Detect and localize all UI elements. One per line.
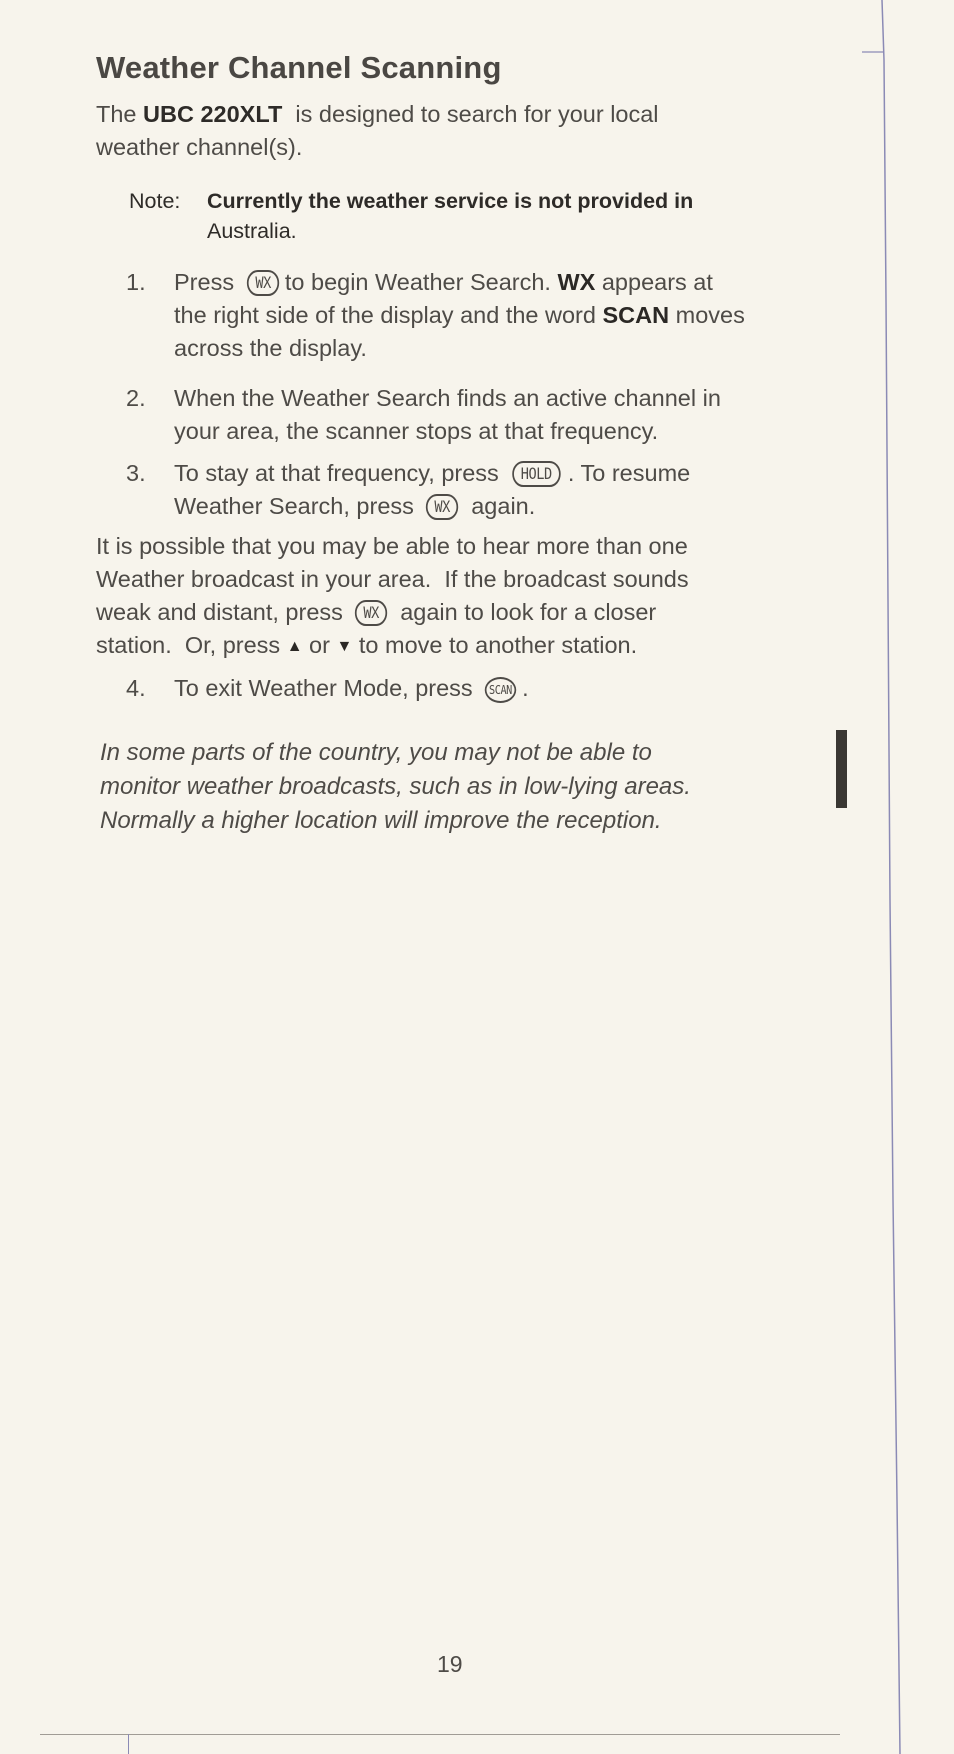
model-name: UBC 220XLT xyxy=(143,101,283,127)
step-number: 4. xyxy=(126,675,146,701)
bottom-crop-mark xyxy=(128,1734,129,1754)
scan-indicator-text: SCAN xyxy=(602,302,670,328)
para-line3a: weak and distant, press xyxy=(96,599,343,625)
step-1-text-b: to begin Weather Search. xyxy=(284,269,551,295)
up-arrow-icon: ▲ xyxy=(286,638,303,655)
step-1-line3: across the display. xyxy=(174,335,367,361)
note-line1: Currently the weather service is not provided in xyxy=(207,189,694,213)
note-block xyxy=(129,186,749,246)
step-1-line2a: the right side of the display and the word xyxy=(174,302,603,328)
section-heading: Weather Channel Scanning xyxy=(96,50,502,85)
scan-key-icon: SCAN xyxy=(485,677,516,703)
step-1-text-a: Press xyxy=(174,269,235,295)
step-2-line2: your area, the scanner stops at that frequency. xyxy=(174,418,659,444)
step-number: 3. xyxy=(126,460,146,486)
step-1-line2b: moves xyxy=(669,302,745,328)
step-number: 2. xyxy=(126,385,146,411)
wx-key-icon: WX xyxy=(426,494,459,520)
para-line1: It is possible that you may be able to hear more than one xyxy=(96,533,688,559)
step-2-line1: When the Weather Search finds an active channel in xyxy=(174,385,721,411)
para-line4a: station. Or, press xyxy=(96,632,287,658)
page-number: 19 xyxy=(437,1651,463,1677)
note-line2: Australia. xyxy=(207,219,297,243)
step-3-text-b: . To resume xyxy=(567,460,691,486)
hold-key-icon: HOLD xyxy=(513,461,561,487)
step-text xyxy=(174,382,794,448)
step-3-text-a: To stay at that frequency, press xyxy=(174,460,499,486)
reception-note-line3: Normally a higher location will improve the reception. xyxy=(100,807,662,834)
wx-key-icon: WX xyxy=(246,270,279,296)
intro-pre: The xyxy=(96,101,144,127)
reception-note-line2: monitor weather broadcasts, such as in low-lying areas. xyxy=(100,773,691,800)
section-thumb-tab xyxy=(836,730,847,808)
intro-line1-rest: is designed to search for your local xyxy=(282,101,659,127)
wx-indicator-text: WX xyxy=(557,269,596,295)
reception-note-line1: In some parts of the country, you may not be able to xyxy=(100,739,652,766)
step-4-text-b: . xyxy=(522,675,529,701)
step-1-text-c: appears at xyxy=(595,269,713,295)
step-text xyxy=(174,266,794,365)
step-text xyxy=(174,457,794,523)
note-label: Note: xyxy=(129,189,181,213)
para-or: or xyxy=(302,632,337,658)
step-3-text-d: again. xyxy=(471,493,536,519)
reception-note xyxy=(100,736,780,838)
bottom-rule xyxy=(40,1734,840,1735)
step-number: 1. xyxy=(126,269,146,295)
intro-paragraph xyxy=(96,98,746,164)
step-3-text-c: Weather Search, press xyxy=(174,493,414,519)
para-line2: Weather broadcast in your area. If the broadcast sounds xyxy=(96,566,689,592)
para-line3b: again to look for a closer xyxy=(400,599,657,625)
step-4-text-a: To exit Weather Mode, press xyxy=(174,675,473,701)
para-line4b: to move to another station. xyxy=(352,632,638,658)
intro-line2: weather channel(s). xyxy=(96,134,303,160)
broadcast-paragraph xyxy=(96,530,766,663)
wx-key-icon: WX xyxy=(355,600,388,626)
down-arrow-icon: ▼ xyxy=(336,638,353,655)
step-text xyxy=(174,672,794,705)
